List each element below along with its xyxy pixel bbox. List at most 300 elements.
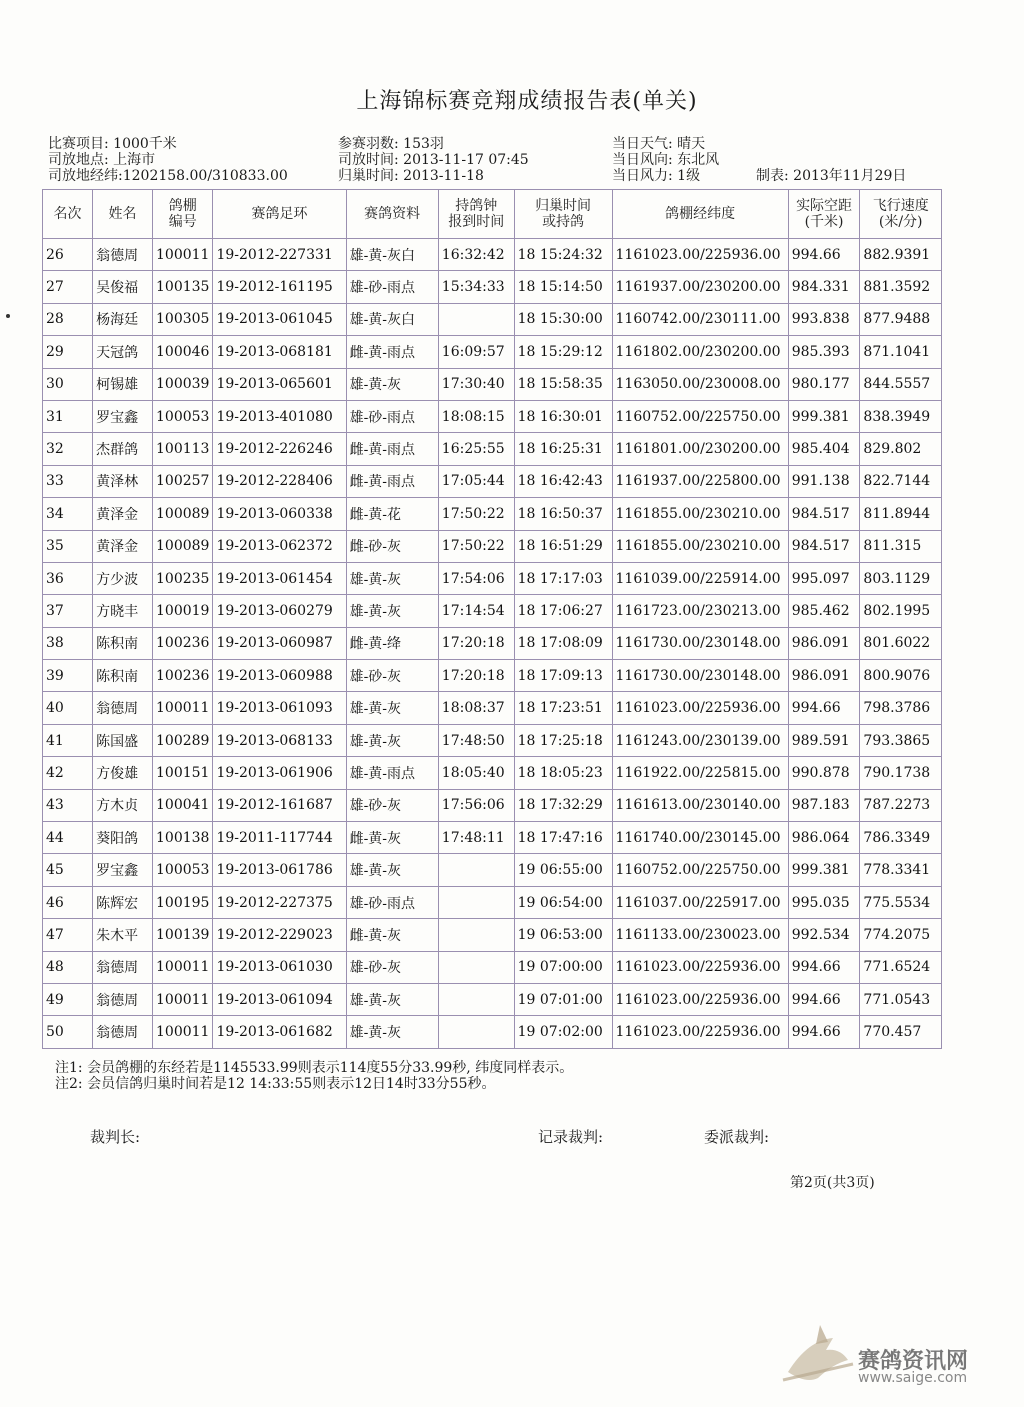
header-pigeon-info: 赛鸽资料 [346,190,438,239]
info-return-time: 归巢时间: 2013-11-18 [338,168,484,184]
cell-speed: 881.3592 [860,271,942,303]
cell-pigeon-info: 雌-黄-花 [346,498,438,530]
cell-speed: 798.3786 [860,692,942,724]
cell-speed: 822.7144 [860,465,942,497]
cell-name: 葵阳鸽 [93,822,153,854]
table-row [43,239,942,271]
header-coords: 鸽棚经纬度 [612,190,788,239]
header-speed-line1: 飞行速度 [872,198,929,214]
cell-distance: 980.177 [788,368,860,400]
cell-loft-coords: 1161802.00/230200.00 [612,336,788,368]
table-row [43,886,942,918]
header-return-line1: 归巢时间 [535,198,592,214]
cell-loft-coords: 1160752.00/225750.00 [612,854,788,886]
header-clock-line1: 持鸽钟 [455,198,498,214]
cell-loft-id: 100151 [153,757,213,789]
header-loft [153,190,213,239]
info-made-date: 制表: 2013年11月29日 [756,168,907,184]
cell-return-time: 18 16:25:31 [514,433,612,465]
info-release-coords: 司放地经纬:1202158.00/310833.00 [48,168,288,184]
header-clock-line2: 报到时间 [448,214,505,230]
info-event: 比赛项目: 1000千米 [48,136,177,152]
cell-clock-time [438,1016,514,1048]
cell-return-time: 18 17:25:18 [514,724,612,756]
cell-pigeon-info: 雄-黄-灰 [346,724,438,756]
cell-return-time: 18 16:42:43 [514,465,612,497]
cell-name: 吴俊福 [93,271,153,303]
cell-rank: 36 [43,562,93,594]
cell-clock-time: 17:14:54 [438,595,514,627]
watermark-name: 赛鸽资讯网 [858,1349,969,1374]
table-row [43,498,942,530]
cell-ring-number: 19-2012-161195 [213,271,346,303]
cell-loft-coords: 1161723.00/230213.00 [612,595,788,627]
cell-name: 黄泽林 [93,465,153,497]
cell-loft-id: 100113 [153,433,213,465]
cell-rank: 28 [43,303,93,335]
cell-rank: 30 [43,368,93,400]
table-row [43,822,942,854]
cell-return-time: 19 07:01:00 [514,983,612,1015]
cell-rank: 47 [43,919,93,951]
cell-loft-coords: 1161937.00/225800.00 [612,465,788,497]
table-header-row [43,190,942,239]
cell-clock-time: 17:50:22 [438,530,514,562]
table-row [43,660,942,692]
cell-name: 罗宝鑫 [93,400,153,432]
cell-name: 方俊雄 [93,757,153,789]
cell-loft-id: 100011 [153,239,213,271]
cell-return-time: 18 17:32:29 [514,789,612,821]
header-loft-line1: 鸽棚 [168,198,197,214]
cell-loft-coords: 1161855.00/230210.00 [612,498,788,530]
cell-loft-coords: 1160742.00/230111.00 [612,303,788,335]
cell-pigeon-info: 雄-砂-灰 [346,660,438,692]
table-row [43,1016,942,1048]
cell-speed: 790.1738 [860,757,942,789]
cell-pigeon-info: 雄-黄-灰白 [346,303,438,335]
cell-ring-number: 19-2012-229023 [213,919,346,951]
cell-return-time: 18 16:50:37 [514,498,612,530]
cell-speed: 877.9488 [860,303,942,335]
cell-loft-coords: 1161023.00/225936.00 [612,951,788,983]
cell-ring-number: 19-2013-060987 [213,627,346,659]
cell-loft-coords: 1160752.00/225750.00 [612,400,788,432]
cell-pigeon-info: 雌-黄-灰 [346,822,438,854]
cell-clock-time: 17:48:11 [438,822,514,854]
cell-loft-coords: 1161133.00/230023.00 [612,919,788,951]
cell-loft-id: 100089 [153,530,213,562]
cell-name: 陈国盛 [93,724,153,756]
table-row [43,562,942,594]
cell-rank: 33 [43,465,93,497]
cell-pigeon-info: 雄-砂-灰 [346,789,438,821]
cell-rank: 40 [43,692,93,724]
cell-speed: 844.5557 [860,368,942,400]
cell-distance: 991.138 [788,465,860,497]
cell-loft-coords: 1161023.00/225936.00 [612,1016,788,1048]
table-row [43,951,942,983]
cell-clock-time: 17:54:06 [438,562,514,594]
cell-clock-time: 18:05:40 [438,757,514,789]
cell-ring-number: 19-2013-401080 [213,400,346,432]
cell-pigeon-info: 雄-砂-雨点 [346,886,438,918]
cell-return-time: 18 17:09:13 [514,660,612,692]
watermark-url: www.saige.com [858,1370,968,1386]
cell-clock-time: 17:20:18 [438,660,514,692]
cell-distance: 986.091 [788,627,860,659]
cell-clock-time [438,303,514,335]
cell-loft-coords: 1161740.00/230145.00 [612,822,788,854]
cell-loft-coords: 1161730.00/230148.00 [612,660,788,692]
cell-clock-time [438,951,514,983]
cell-distance: 999.381 [788,854,860,886]
cell-distance: 994.66 [788,239,860,271]
cell-name: 翁德周 [93,239,153,271]
cell-return-time: 19 06:55:00 [514,854,612,886]
cell-rank: 42 [43,757,93,789]
cell-clock-time: 18:08:15 [438,400,514,432]
info-entries: 参赛羽数: 153羽 [338,136,444,152]
table-row [43,757,942,789]
table-body [43,239,942,1049]
cell-loft-id: 100236 [153,660,213,692]
cell-distance: 995.035 [788,886,860,918]
cell-return-time: 19 06:54:00 [514,886,612,918]
cell-pigeon-info: 雄-黄-雨点 [346,757,438,789]
cell-ring-number: 19-2011-117744 [213,822,346,854]
cell-rank: 41 [43,724,93,756]
cell-ring-number: 19-2012-228406 [213,465,346,497]
cell-loft-id: 100289 [153,724,213,756]
cell-pigeon-info: 雌-黄-雨点 [346,336,438,368]
cell-pigeon-info: 雄-黄-灰 [346,692,438,724]
cell-rank: 48 [43,951,93,983]
cell-loft-id: 100195 [153,886,213,918]
cell-distance: 985.404 [788,433,860,465]
cell-speed: 811.8944 [860,498,942,530]
cell-name: 杨海廷 [93,303,153,335]
cell-speed: 829.802 [860,433,942,465]
cell-ring-number: 19-2012-227375 [213,886,346,918]
cell-rank: 46 [43,886,93,918]
cell-loft-id: 100305 [153,303,213,335]
signature-chief: 裁判长: [90,1128,141,1146]
cell-pigeon-info: 雄-黄-灰 [346,1016,438,1048]
cell-rank: 32 [43,433,93,465]
page-title: 上海锦标赛竞翔成绩报告表(单关) [356,89,698,114]
header-speed-line2: (米/分) [878,214,923,230]
cell-speed: 800.9076 [860,660,942,692]
cell-return-time: 18 15:29:12 [514,336,612,368]
header-return [514,190,612,239]
cell-name: 罗宝鑫 [93,854,153,886]
cell-distance: 985.393 [788,336,860,368]
cell-ring-number: 19-2013-061045 [213,303,346,335]
cell-loft-coords: 1161613.00/230140.00 [612,789,788,821]
cell-rank: 49 [43,983,93,1015]
cell-distance: 984.517 [788,498,860,530]
cell-loft-id: 100011 [153,951,213,983]
cell-clock-time: 18:08:37 [438,692,514,724]
table-row [43,627,942,659]
cell-clock-time [438,886,514,918]
table-row [43,368,942,400]
cell-ring-number: 19-2012-226246 [213,433,346,465]
cell-name: 方少波 [93,562,153,594]
cell-return-time: 18 15:58:35 [514,368,612,400]
cell-distance: 984.517 [788,530,860,562]
cell-rank: 35 [43,530,93,562]
cell-speed: 801.6022 [860,627,942,659]
cell-rank: 45 [43,854,93,886]
cell-speed: 771.0543 [860,983,942,1015]
cell-distance: 985.462 [788,595,860,627]
cell-return-time: 18 15:14:50 [514,271,612,303]
cell-ring-number: 19-2013-060988 [213,660,346,692]
header-speed [860,190,942,239]
cell-loft-coords: 1161937.00/230200.00 [612,271,788,303]
cell-distance: 993.838 [788,303,860,335]
table-row [43,400,942,432]
cell-ring-number: 19-2013-062372 [213,530,346,562]
cell-name: 杰群鸽 [93,433,153,465]
cell-speed: 793.3865 [860,724,942,756]
cell-distance: 994.66 [788,951,860,983]
cell-pigeon-info: 雄-砂-雨点 [346,400,438,432]
cell-pigeon-info: 雌-黄-雨点 [346,433,438,465]
cell-return-time: 18 17:23:51 [514,692,612,724]
cell-ring-number: 19-2013-061454 [213,562,346,594]
cell-clock-time [438,919,514,951]
table-row [43,465,942,497]
cell-loft-id: 100053 [153,400,213,432]
table-row [43,433,942,465]
cell-ring-number: 19-2013-061906 [213,757,346,789]
cell-speed: 871.1041 [860,336,942,368]
table-row [43,530,942,562]
cell-ring-number: 19-2013-068181 [213,336,346,368]
cell-loft-id: 100089 [153,498,213,530]
cell-pigeon-info: 雄-黄-灰 [346,368,438,400]
results-table [42,189,942,1049]
note-2: 注2: 会员信鸽归巢时间若是12 14:33:55则表示12日14时33分55秒。 [55,1076,496,1092]
table-row [43,724,942,756]
table-row [43,789,942,821]
cell-ring-number: 19-2013-061094 [213,983,346,1015]
cell-loft-id: 100046 [153,336,213,368]
cell-return-time: 18 17:06:27 [514,595,612,627]
cell-speed: 787.2273 [860,789,942,821]
table-row [43,919,942,951]
header-rank: 名次 [43,190,93,239]
scan-speck [6,314,10,318]
cell-loft-coords: 1161855.00/230210.00 [612,530,788,562]
cell-name: 天冠鸽 [93,336,153,368]
header-ring: 赛鸽足环 [213,190,346,239]
cell-loft-id: 100138 [153,822,213,854]
cell-speed: 771.6524 [860,951,942,983]
cell-speed: 770.457 [860,1016,942,1048]
header-name: 姓名 [93,190,153,239]
cell-rank: 26 [43,239,93,271]
cell-pigeon-info: 雄-砂-灰 [346,951,438,983]
cell-distance: 992.534 [788,919,860,951]
cell-name: 翁德周 [93,692,153,724]
cell-speed: 811.315 [860,530,942,562]
cell-return-time: 19 07:02:00 [514,1016,612,1048]
cell-name: 方木贞 [93,789,153,821]
header-distance-line1: 实际空距 [796,198,853,214]
cell-return-time: 19 07:00:00 [514,951,612,983]
cell-ring-number: 19-2013-068133 [213,724,346,756]
cell-rank: 31 [43,400,93,432]
cell-ring-number: 19-2012-227331 [213,239,346,271]
cell-loft-coords: 1161801.00/230200.00 [612,433,788,465]
cell-speed: 838.3949 [860,400,942,432]
cell-loft-coords: 1161023.00/225936.00 [612,983,788,1015]
table-row [43,692,942,724]
cell-loft-coords: 1161023.00/225936.00 [612,239,788,271]
cell-loft-coords: 1163050.00/230008.00 [612,368,788,400]
cell-clock-time: 17:05:44 [438,465,514,497]
cell-distance: 987.183 [788,789,860,821]
cell-loft-id: 100135 [153,271,213,303]
cell-clock-time: 16:09:57 [438,336,514,368]
cell-clock-time: 17:50:22 [438,498,514,530]
header-loft-line2: 编号 [168,214,197,230]
cell-pigeon-info: 雌-黄-绛 [346,627,438,659]
cell-name: 陈积南 [93,660,153,692]
cell-pigeon-info: 雌-黄-雨点 [346,465,438,497]
cell-loft-coords: 1161023.00/225936.00 [612,692,788,724]
cell-speed: 774.2075 [860,919,942,951]
cell-name: 黄泽金 [93,498,153,530]
cell-rank: 27 [43,271,93,303]
cell-loft-id: 100019 [153,595,213,627]
cell-rank: 37 [43,595,93,627]
cell-distance: 999.381 [788,400,860,432]
cell-name: 陈辉宏 [93,886,153,918]
cell-ring-number: 19-2013-060338 [213,498,346,530]
cell-name: 翁德周 [93,1016,153,1048]
cell-distance: 989.591 [788,724,860,756]
cell-clock-time: 15:34:33 [438,271,514,303]
cell-speed: 882.9391 [860,239,942,271]
cell-distance: 986.091 [788,660,860,692]
cell-name: 朱木平 [93,919,153,951]
cell-ring-number: 19-2013-061682 [213,1016,346,1048]
cell-clock-time: 17:20:18 [438,627,514,659]
info-release-site: 司放地点: 上海市 [48,152,156,168]
cell-name: 翁德周 [93,983,153,1015]
cell-pigeon-info: 雄-黄-灰白 [346,239,438,271]
header-distance-line2: (千米) [804,214,844,230]
cell-speed: 778.3341 [860,854,942,886]
info-wind-dir: 当日风向: 东北风 [612,152,720,168]
cell-return-time: 18 18:05:23 [514,757,612,789]
cell-pigeon-info: 雄-黄-灰 [346,983,438,1015]
cell-distance: 994.66 [788,1016,860,1048]
cell-name: 方晓丰 [93,595,153,627]
cell-clock-time [438,983,514,1015]
cell-loft-id: 100011 [153,692,213,724]
cell-ring-number: 19-2013-065601 [213,368,346,400]
cell-loft-id: 100235 [153,562,213,594]
cell-ring-number: 19-2013-061093 [213,692,346,724]
cell-clock-time: 17:48:50 [438,724,514,756]
notes [55,1060,573,1092]
cell-distance: 994.66 [788,983,860,1015]
cell-speed: 803.1129 [860,562,942,594]
cell-name: 陈积南 [93,627,153,659]
cell-return-time: 18 17:08:09 [514,627,612,659]
cell-name: 柯锡雄 [93,368,153,400]
table-row [43,336,942,368]
cell-loft-coords: 1161243.00/230139.00 [612,724,788,756]
page-number: 第2页(共3页) [790,1175,875,1191]
cell-clock-time: 16:25:55 [438,433,514,465]
cell-loft-id: 100041 [153,789,213,821]
cell-pigeon-info: 雌-砂-灰 [346,530,438,562]
cell-return-time: 18 17:47:16 [514,822,612,854]
cell-rank: 29 [43,336,93,368]
info-weather: 当日天气: 晴天 [612,136,706,152]
cell-pigeon-info: 雄-黄-灰 [346,854,438,886]
cell-distance: 995.097 [788,562,860,594]
note-1: 注1: 会员鸽棚的东经若是1145533.99则表示114度55分33.99秒, 纬度同样表示。 [55,1060,574,1076]
cell-speed: 775.5534 [860,886,942,918]
cell-distance: 994.66 [788,692,860,724]
info-release-time: 司放时间: 2013-11-17 07:45 [338,152,529,168]
cell-name: 黄泽金 [93,530,153,562]
cell-clock-time [438,854,514,886]
header-clock [438,190,514,239]
cell-ring-number: 19-2012-161687 [213,789,346,821]
cell-loft-coords: 1161037.00/225917.00 [612,886,788,918]
header-distance [788,190,860,239]
cell-pigeon-info: 雄-黄-灰 [346,595,438,627]
cell-return-time: 18 15:24:32 [514,239,612,271]
table-row [43,595,942,627]
cell-loft-coords: 1161730.00/230148.00 [612,627,788,659]
cell-clock-time: 17:30:40 [438,368,514,400]
cell-loft-id: 100011 [153,983,213,1015]
cell-loft-id: 100236 [153,627,213,659]
cell-rank: 50 [43,1016,93,1048]
cell-speed: 802.1995 [860,595,942,627]
cell-loft-id: 100139 [153,919,213,951]
header-return-line2: 或持鸽 [542,214,585,230]
cell-loft-id: 100257 [153,465,213,497]
table-row [43,854,942,886]
cell-return-time: 19 06:53:00 [514,919,612,951]
cell-loft-coords: 1161922.00/225815.00 [612,757,788,789]
cell-distance: 984.331 [788,271,860,303]
cell-pigeon-info: 雄-砂-雨点 [346,271,438,303]
cell-ring-number: 19-2013-060279 [213,595,346,627]
cell-clock-time: 17:56:06 [438,789,514,821]
cell-loft-coords: 1161039.00/225914.00 [612,562,788,594]
cell-pigeon-info: 雌-黄-灰 [346,919,438,951]
cell-rank: 34 [43,498,93,530]
cell-speed: 786.3349 [860,822,942,854]
cell-clock-time: 16:32:42 [438,239,514,271]
cell-loft-id: 100011 [153,1016,213,1048]
cell-rank: 38 [43,627,93,659]
cell-return-time: 18 16:30:01 [514,400,612,432]
cell-pigeon-info: 雄-黄-灰 [346,562,438,594]
